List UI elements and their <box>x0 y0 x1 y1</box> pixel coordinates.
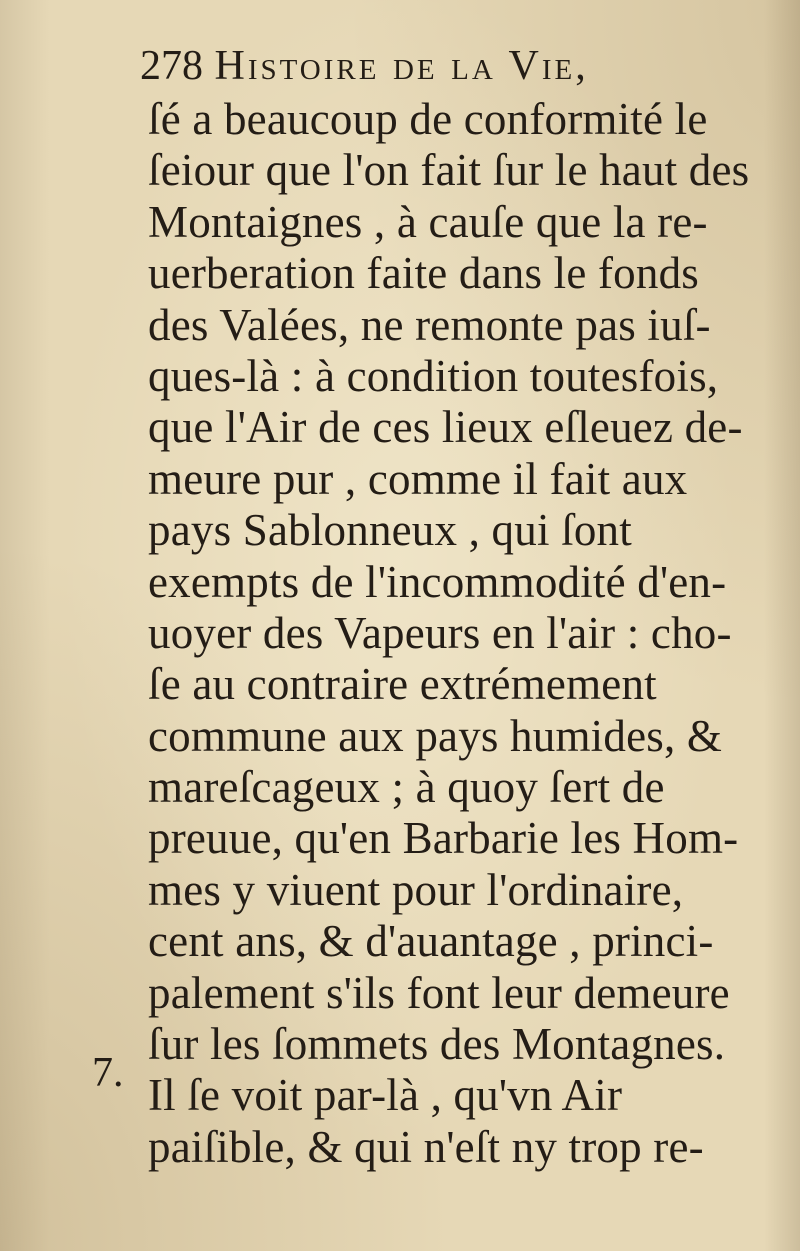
text-line: cent ans, & d'auantage , princi- <box>148 916 714 967</box>
text-line: Montaignes , à cauſe que la re- <box>148 196 708 247</box>
text-line: que l'Air de ces lieux eſleuez de- <box>148 402 743 453</box>
text-line: mes y viuent pour l'ordinaire, <box>148 864 684 915</box>
text-line: ſur les ſommets des Montagnes. <box>148 1019 726 1070</box>
text-line: mareſcageux ; à quoy ſert de <box>148 762 665 813</box>
text-line: Il ſe voit par-là , qu'vn Air <box>148 1070 623 1121</box>
text-line: meure pur , comme il fait aux <box>148 453 688 504</box>
text-line: uoyer des Vapeurs en l'air : cho- <box>148 607 732 658</box>
text-line: des Valées, ne remonte pas iuſ- <box>148 299 711 350</box>
text-line: ſé a beaucoup de conformité le <box>148 94 708 144</box>
text-line: palement s'ils font leur demeure <box>148 967 730 1018</box>
running-header <box>140 38 740 94</box>
text-line: ques-là : à condition toutesfois, <box>148 350 719 401</box>
margin-note: 7. <box>92 1050 124 1096</box>
text-line: exempts de l'incommodité d'en- <box>148 556 727 607</box>
text-line: uerberation faite dans le fonds <box>148 248 699 299</box>
text-line: preuue, qu'en Barbarie les Hom- <box>148 813 739 864</box>
page-edge-shadow <box>0 0 50 1251</box>
page-number: 278 <box>140 43 203 89</box>
text-line: commune aux pays humides, & <box>148 710 723 761</box>
text-line: pays Sablonneux , qui ſont <box>148 505 632 556</box>
text-line: paiſible, & qui n'eſt ny trop re- <box>148 1121 704 1172</box>
running-title: Histoire de la Vie, <box>214 43 589 89</box>
text-line: ſeiour que l'on fait ſur le haut des <box>148 145 750 196</box>
text-line: ſe au contraire extrémement <box>148 659 657 710</box>
body-text <box>148 94 778 1173</box>
